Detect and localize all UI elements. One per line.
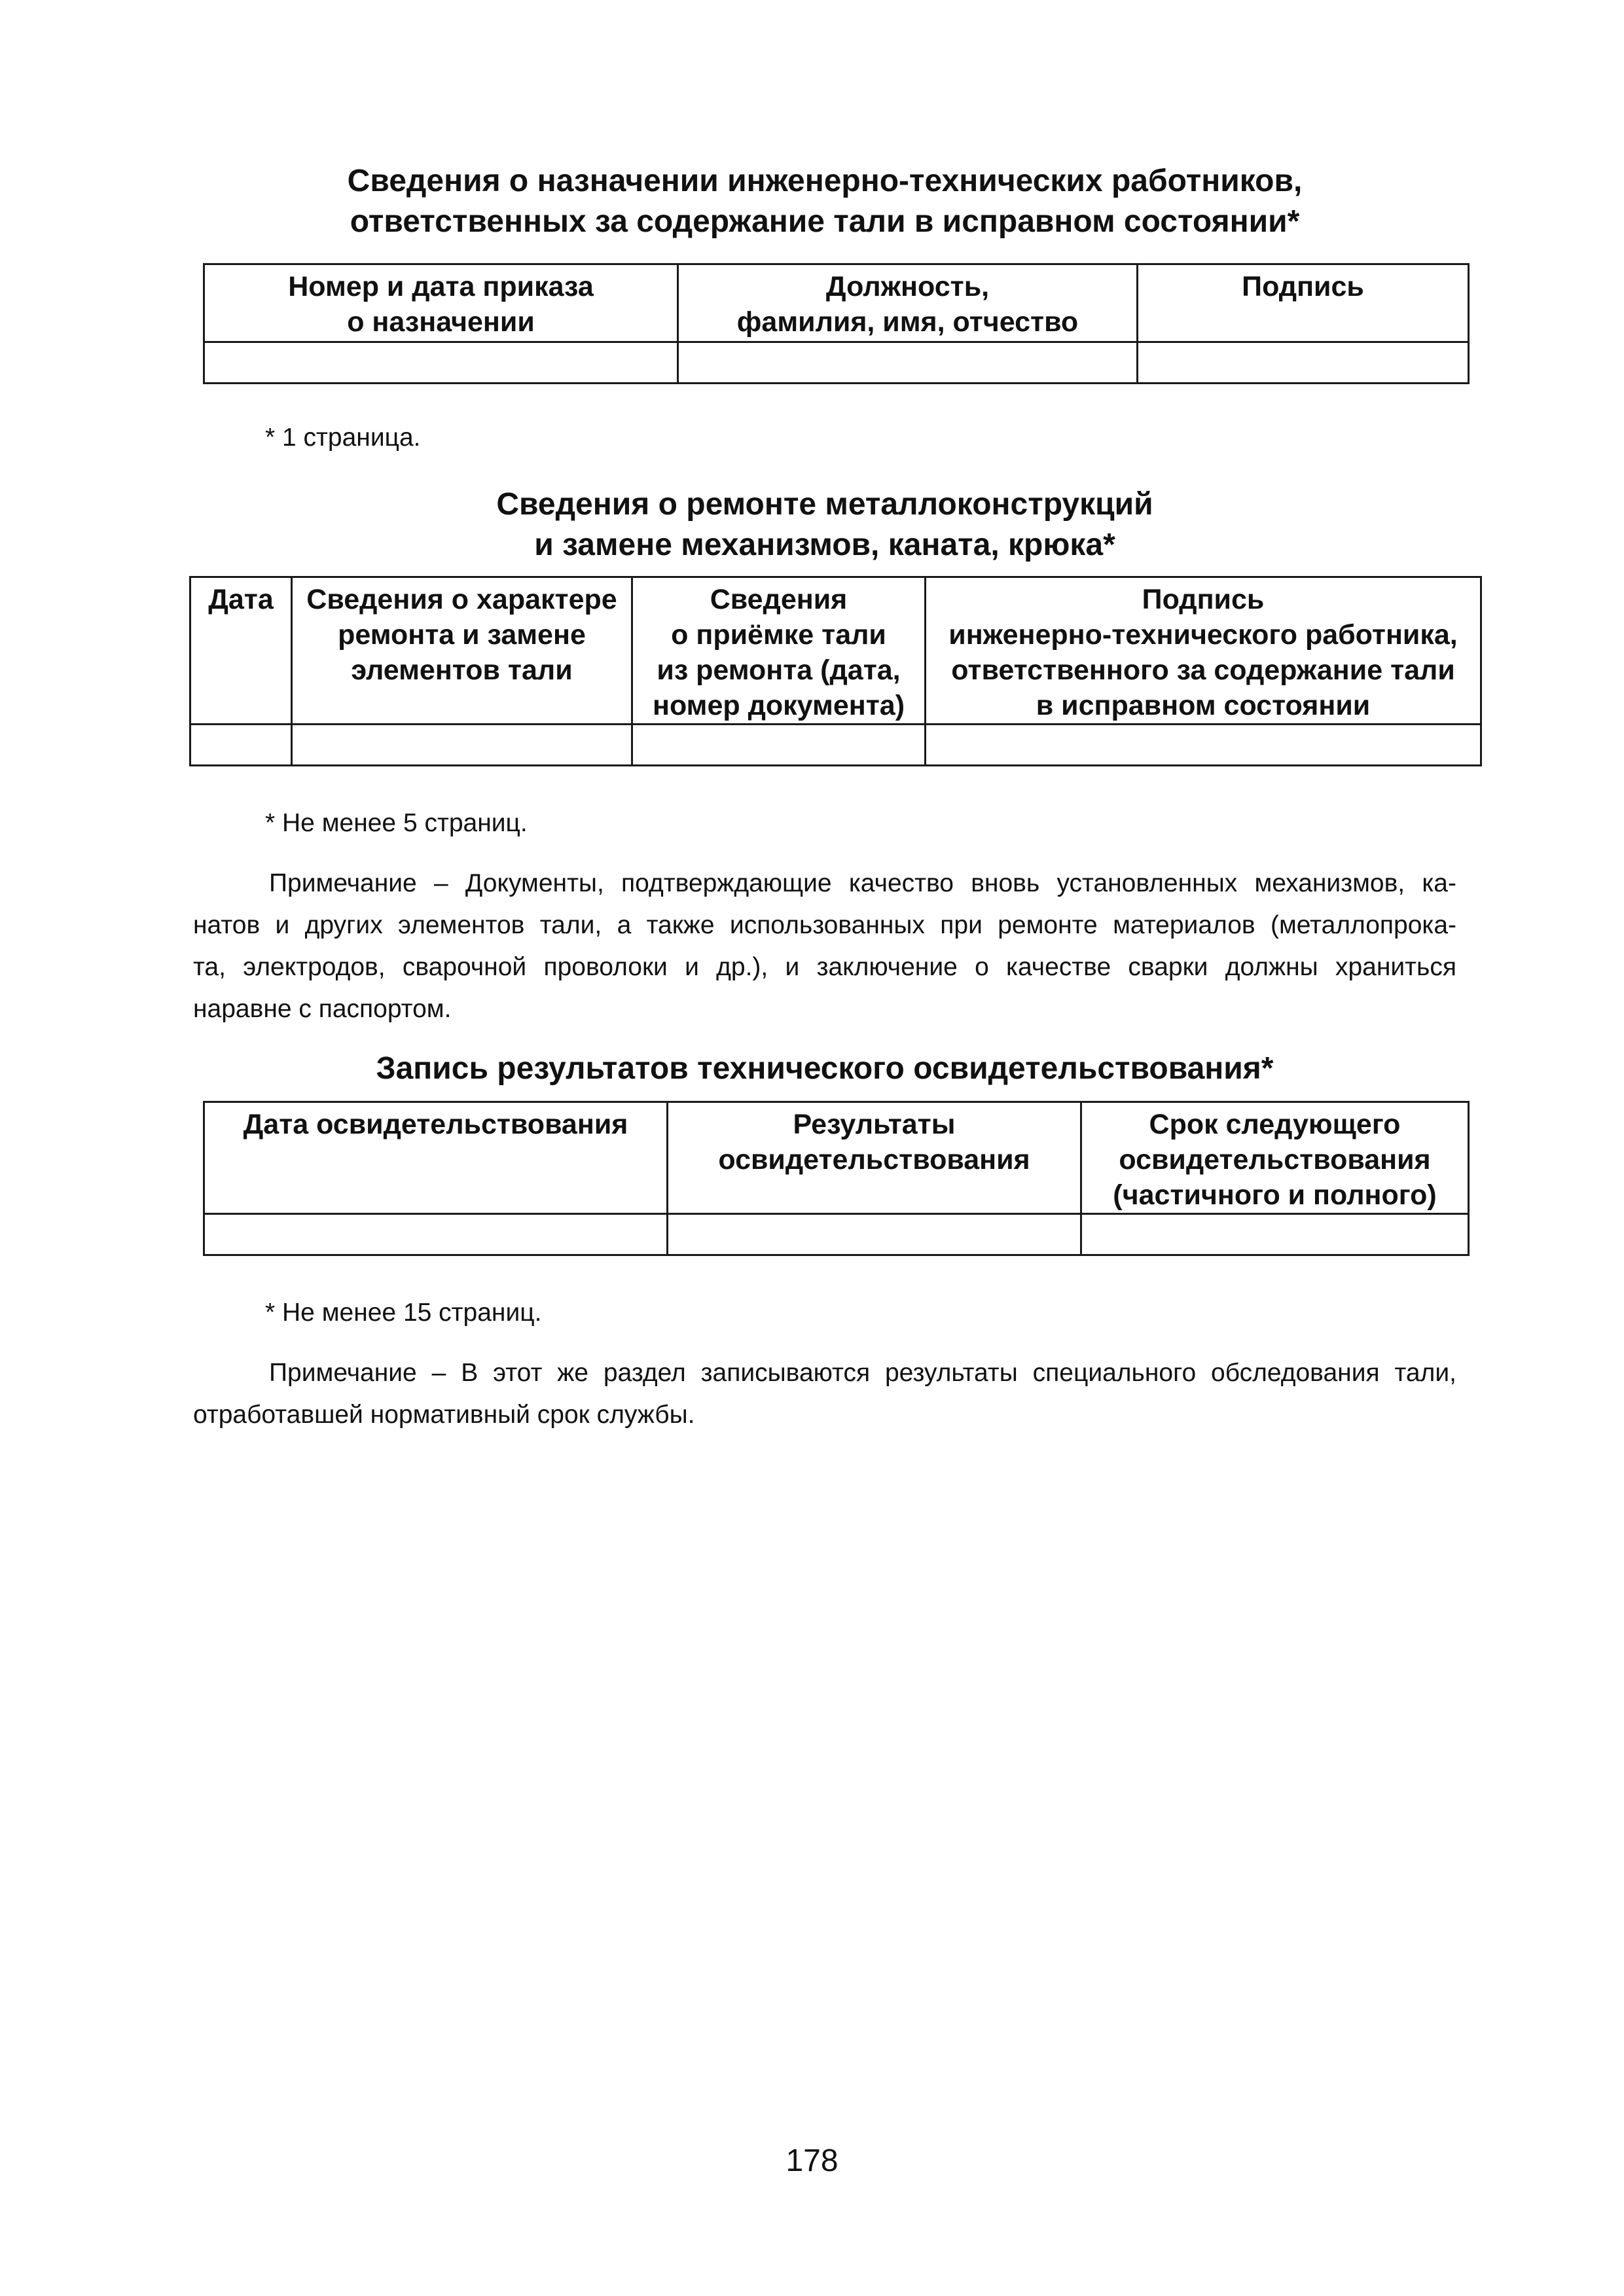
column-header-position-name — [678, 264, 1138, 342]
table-row — [204, 1214, 1469, 1255]
column-header-repair-details — [292, 577, 632, 725]
section1-title-line: Сведения о назначении инженерно-технических работников, — [347, 164, 1303, 198]
note-line: наравне с паспортом. — [193, 995, 452, 1023]
table-cell[interactable] — [292, 725, 632, 766]
table-cell[interactable] — [190, 725, 292, 766]
section3-note — [193, 1352, 1456, 1436]
note-line: Примечание – Документы, подтверждающие качество вновь установленных механизмов, ка- — [269, 869, 1456, 897]
header-line: о назначении — [347, 306, 535, 338]
header-line: Дата освидетельствования — [243, 1109, 628, 1140]
header-line: номер документа) — [652, 690, 905, 721]
note-line: та, электродов, сварочной проволоки и др.), и заключение о качестве сварки должны храниться — [193, 953, 1456, 981]
table-header-row — [204, 1102, 1469, 1214]
column-header-next-inspection — [1081, 1102, 1469, 1214]
column-header-engineer-signature — [926, 577, 1481, 725]
table-cell[interactable] — [678, 342, 1138, 384]
section3-title-line: Запись результатов технического освидетельствования* — [376, 1051, 1274, 1086]
table-cell[interactable] — [204, 1214, 668, 1255]
note-line: отработавшей нормативный срок службы. — [193, 1401, 695, 1429]
column-header-signature — [1138, 264, 1469, 342]
column-header-acceptance — [632, 577, 926, 725]
header-line: Подпись — [1242, 271, 1364, 302]
header-line: из ремонта (дата, — [657, 655, 901, 686]
table-cell[interactable] — [1081, 1214, 1469, 1255]
header-line: о приёмке тали — [671, 619, 886, 651]
header-line: Должность, — [825, 271, 990, 302]
header-line: освидетельствования — [718, 1144, 1030, 1175]
section3-footnote: * Не менее 15 страниц. — [265, 1299, 542, 1327]
page-number: 178 — [785, 2144, 839, 2178]
table-row — [190, 725, 1481, 766]
header-line: в исправном состоянии — [1036, 690, 1371, 721]
section2-footnote: * Не менее 5 страниц. — [265, 809, 528, 837]
column-header-date — [190, 577, 292, 725]
inspection-table — [203, 1101, 1470, 1256]
repairs-table — [189, 576, 1482, 766]
table-cell[interactable] — [926, 725, 1481, 766]
header-line: ответственного за содержание тали — [951, 655, 1455, 686]
table-cell[interactable] — [632, 725, 926, 766]
table-cell[interactable] — [204, 342, 678, 384]
table-cell[interactable] — [668, 1214, 1081, 1255]
header-line: Подпись — [1142, 584, 1265, 615]
section1-title — [157, 161, 1492, 242]
header-line: (частичного и полного) — [1113, 1179, 1437, 1211]
table-header-row — [190, 577, 1481, 725]
column-header-inspection-date — [204, 1102, 668, 1214]
note-line: натов и других элементов тали, а также использованных при ремонте материалов (металлопрока- — [193, 911, 1456, 939]
table-cell[interactable] — [1138, 342, 1469, 384]
column-header-order — [204, 264, 678, 342]
section2-title-line: и замене механизмов, каната, крюка* — [534, 528, 1115, 562]
section1-title-line: ответственных за содержание тали в исправном состоянии* — [350, 204, 1300, 239]
header-line: фамилия, имя, отчество — [736, 306, 1079, 338]
note-line: Примечание – В этот же раздел записываются результаты специального обследования тали, — [269, 1359, 1456, 1387]
header-line: инженерно-технического работника, — [948, 619, 1458, 651]
header-line: элементов тали — [351, 655, 573, 686]
header-line: освидетельствования — [1119, 1144, 1431, 1175]
header-line: Сведения — [710, 584, 848, 615]
header-line: ремонта и замене — [338, 619, 586, 651]
column-header-results — [668, 1102, 1081, 1214]
table-row — [204, 342, 1469, 384]
header-line: Дата — [208, 584, 274, 615]
appointments-table — [203, 263, 1470, 384]
table-header-row — [204, 264, 1469, 342]
header-line: Номер и дата приказа — [288, 271, 594, 302]
header-line: Сведения о характере — [306, 584, 617, 615]
section1-footnote: * 1 страница. — [265, 423, 421, 452]
header-line: Результаты — [793, 1109, 956, 1140]
section2-title-line: Сведения о ремонте металлоконструкций — [496, 487, 1153, 522]
section2-note — [193, 863, 1456, 1030]
section3-title — [157, 1049, 1492, 1089]
section2-title — [157, 484, 1492, 565]
header-line: Срок следующего — [1149, 1109, 1401, 1140]
